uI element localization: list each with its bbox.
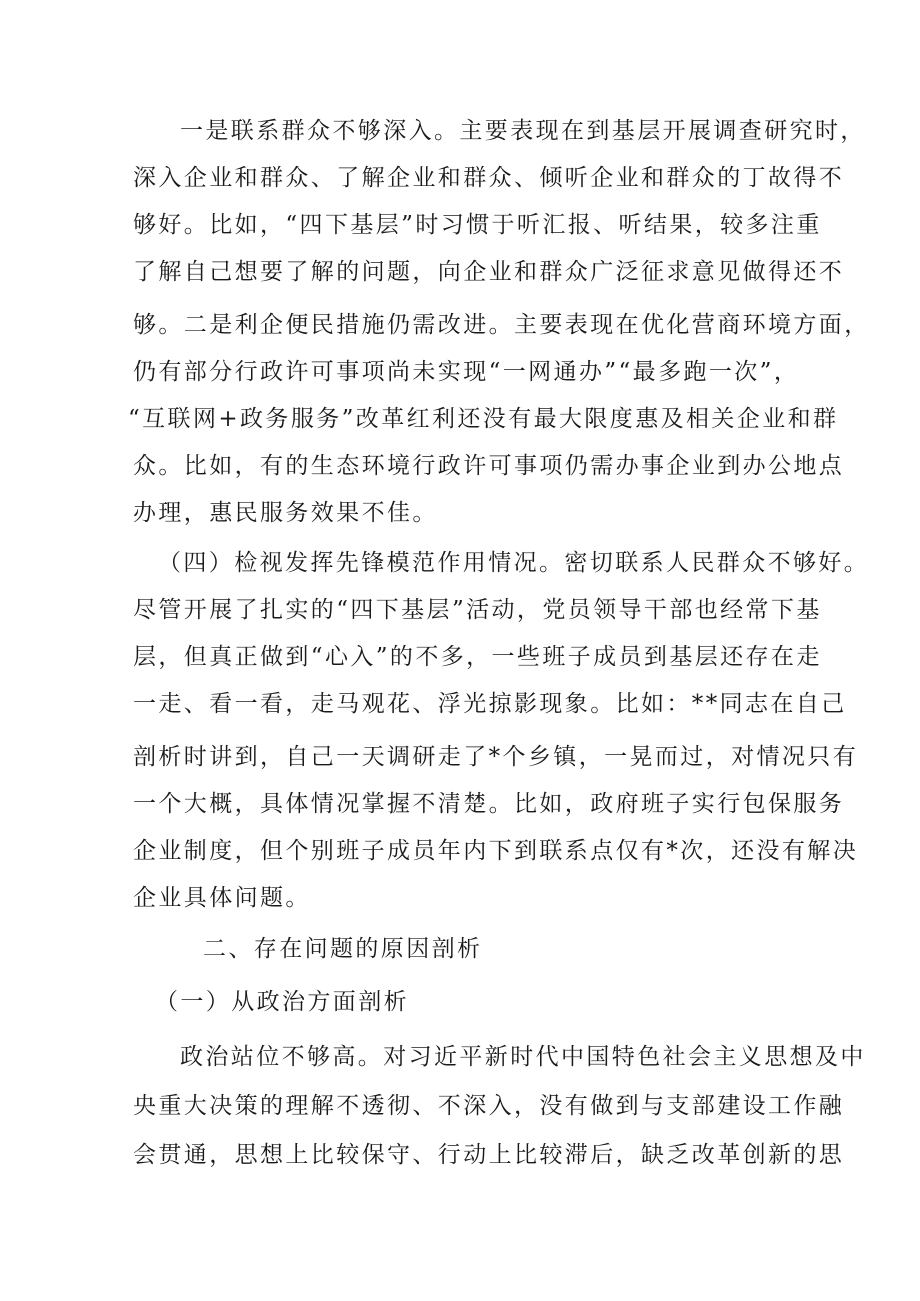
section-four-line-3: 层，但真正做到“心入”的不多，一些班子成员到基层还存在走 xyxy=(133,644,822,670)
section-four-line-1: （四）检视发挥先锋模范作用情况。密切联系人民群众不够好。 xyxy=(158,550,870,576)
paragraph-line-7: “互联网+政务服务”改革红利还没有最大限度惠及相关企业和群 xyxy=(128,406,839,432)
paragraph-line-9: 办理，惠民服务效果不佳。 xyxy=(133,500,438,526)
section-four-line-8: 企业具体问题。 xyxy=(133,885,311,911)
section-four-line-2: 尽管开展了扎实的“四下基层”活动，党员领导干部也经常下基 xyxy=(133,597,822,623)
paragraph-line-1: 一是联系群众不够深入。主要表现在到基层开展调查研究时， xyxy=(180,118,866,144)
section-four-line-6: 一个大概，具体情况掌握不清楚。比如，政府班子实行包保服务 xyxy=(133,791,845,817)
paragraph-line-4: 了解自己想要了解的问题，向企业和群众广泛征求意见做得还不 xyxy=(133,259,845,285)
political-paragraph-line-1: 政治站位不够高。对习近平新时代中国特色社会主义思想及中 xyxy=(180,1044,866,1070)
paragraph-line-8: 众。比如，有的生态环境行政许可事项仍需办事企业到办公地点 xyxy=(133,453,845,479)
section-four-line-5: 剖析时讲到，自己一天调研走了*个乡镇，一晃而过，对情况只有 xyxy=(133,744,859,770)
paragraph-line-3: 够好。比如，“四下基层”时习惯于听汇报、听结果，较多注重 xyxy=(133,212,822,238)
subsection-heading-political: （一）从政治方面剖析 xyxy=(155,989,409,1015)
political-paragraph-line-3: 会贯通，思想上比较保守、行动上比较滞后，缺乏改革创新的思 xyxy=(133,1142,845,1168)
political-paragraph-line-2: 央重大决策的理解不透彻、不深入，没有做到与支部建设工作融 xyxy=(133,1093,845,1119)
section-four-line-4: 一走、看一看，走马观花、浮光掠影现象。比如：**同志在自己 xyxy=(133,691,847,717)
paragraph-line-5: 够。二是利企便民措施仍需改进。主要表现在优化营商环境方面， xyxy=(133,312,870,338)
section-heading-causes: 二、存在问题的原因剖析 xyxy=(203,936,483,962)
section-four-line-7: 企业制度，但个别班子成员年内下到联系点仅有*次，还没有解决 xyxy=(133,838,859,864)
paragraph-line-6: 仍有部分行政许可事项尚未实现“一网通办”“最多跑一次”， xyxy=(133,359,800,385)
paragraph-line-2: 深入企业和群众、了解企业和群众、倾听企业和群众的丁故得不 xyxy=(133,165,845,191)
